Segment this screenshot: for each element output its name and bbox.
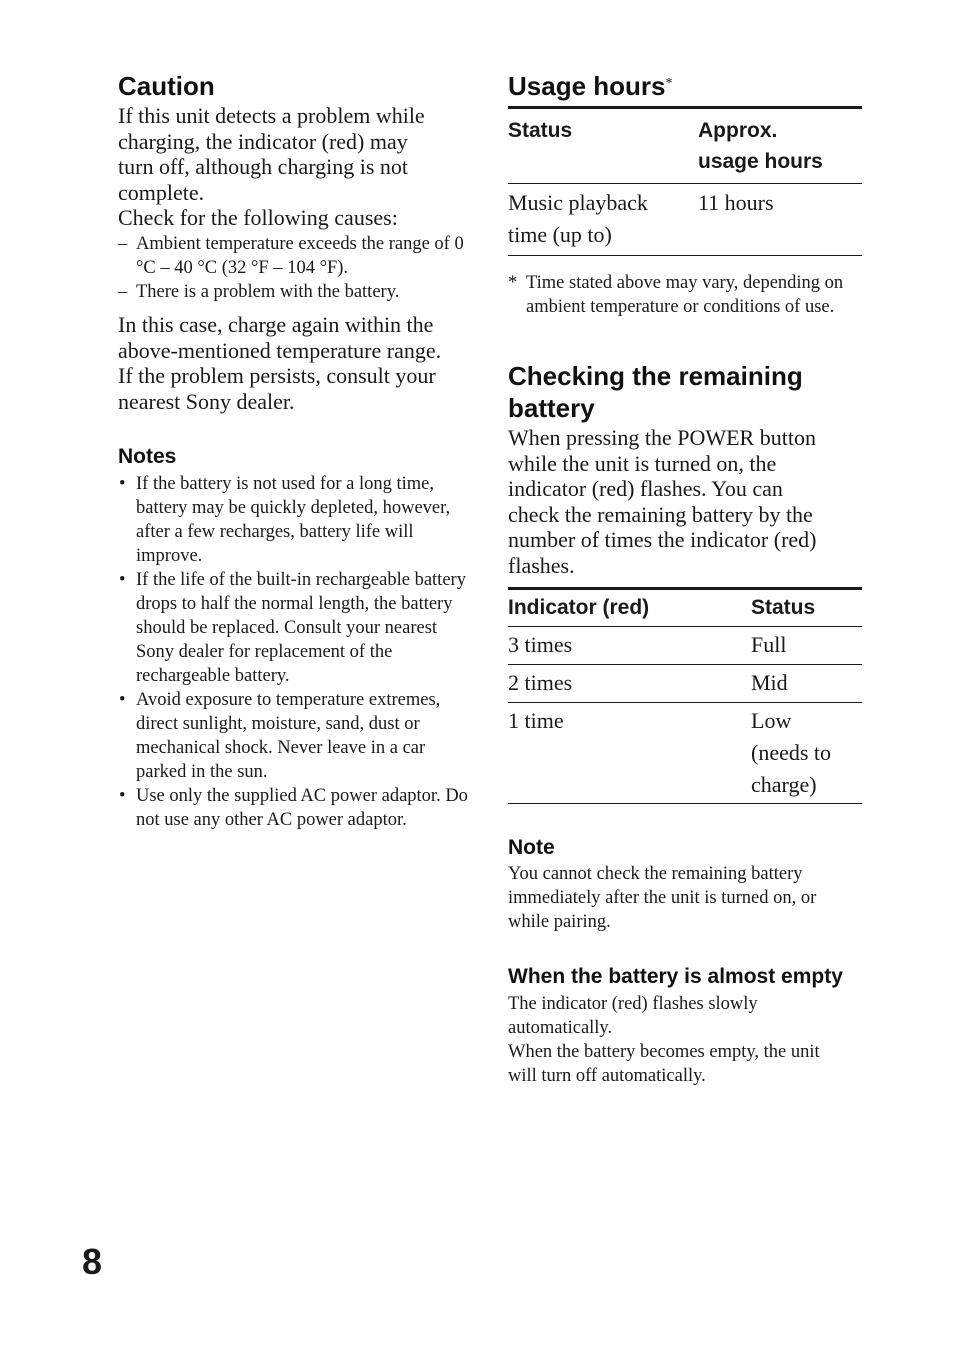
usage-row-hours: 11 hours bbox=[698, 190, 774, 215]
status-cell-line: Low bbox=[751, 708, 792, 733]
indicator-table bbox=[508, 587, 862, 804]
usage-row-status-line1: Music playback bbox=[508, 190, 648, 215]
almost-empty-heading: When the battery is almost empty bbox=[508, 965, 843, 988]
note-item: • Avoid exposure to temperature extremes, direct sunlight, moisture, sand, dust or mechanical shock. Never leave in a car parked in the sun. bbox=[118, 688, 474, 784]
caution-after-line: above-mentioned temperature range. bbox=[118, 337, 442, 363]
status-cell-line: charge) bbox=[751, 772, 817, 797]
table-row bbox=[508, 184, 862, 256]
table-row bbox=[508, 627, 862, 665]
note-item: • If the battery is not used for a long time, battery may be quickly depleted, however, after a few recharges, battery life will improve. bbox=[118, 472, 474, 568]
caution-causes-list bbox=[118, 232, 478, 304]
cause-item: – There is a problem with the battery. bbox=[118, 280, 478, 304]
usage-col-hours-line1: Approx. bbox=[698, 119, 778, 142]
indicator-col-indicator: Indicator (red) bbox=[508, 596, 650, 619]
checking-line: check the remaining battery by the bbox=[508, 501, 813, 527]
usage-row-status bbox=[508, 184, 698, 256]
caution-line: If this unit detects a problem while bbox=[118, 103, 425, 128]
usage-col-hours-line2: usage hours bbox=[698, 150, 823, 173]
checking-heading-line2: battery bbox=[508, 393, 595, 423]
usage-col-status: Status bbox=[508, 119, 573, 142]
status-cell: Full bbox=[751, 632, 787, 657]
caution-heading: Caution bbox=[118, 71, 215, 101]
caution-line: charging, the indicator (red) may bbox=[118, 128, 408, 154]
table-row bbox=[508, 665, 862, 703]
note-line: while pairing. bbox=[508, 912, 611, 932]
usage-hours-table bbox=[508, 106, 862, 256]
usage-hours-asterisk: * bbox=[665, 76, 673, 91]
note-item: • If the life of the built-in rechargeable battery drops to half the normal length, the battery should be replaced. Consult your nearest Sony dealer for replacement of the rechargeable battery. bbox=[118, 568, 474, 688]
usage-table-header-row bbox=[508, 108, 862, 184]
footnote-text: Time stated above may vary, depending on ambient temperature or conditions of use. bbox=[526, 273, 844, 317]
caution-line: complete. bbox=[118, 179, 205, 205]
checking-body bbox=[508, 425, 868, 579]
caution-after-line: In this case, charge again within the bbox=[118, 312, 434, 337]
almost-empty-line: will turn off automatically. bbox=[508, 1066, 706, 1086]
checking-heading bbox=[508, 360, 803, 424]
indicator-cell: 1 time bbox=[508, 708, 564, 733]
page-number: 8 bbox=[82, 1241, 103, 1282]
note-body bbox=[508, 862, 868, 934]
status-cell: Mid bbox=[751, 670, 788, 695]
table-row bbox=[508, 703, 862, 804]
checking-line: When pressing the POWER button bbox=[508, 425, 816, 450]
caution-after-line: nearest Sony dealer. bbox=[118, 388, 295, 414]
note-heading: Note bbox=[508, 836, 555, 859]
notes-heading: Notes bbox=[118, 445, 177, 468]
checking-line: indicator (red) flashes. You can bbox=[508, 476, 783, 502]
note-line: You cannot check the remaining battery bbox=[508, 864, 803, 884]
checking-heading-line1: Checking the remaining bbox=[508, 361, 803, 391]
indicator-table-header-row bbox=[508, 589, 862, 627]
almost-empty-line: automatically. bbox=[508, 1018, 613, 1038]
caution-line: turn off, although charging is not bbox=[118, 154, 409, 180]
cause-item: – Ambient temperature exceeds the range of 0 °C – 40 °C (32 °F – 104 °F). bbox=[118, 232, 478, 280]
caution-after bbox=[118, 312, 478, 414]
status-cell-line: (needs to bbox=[751, 740, 832, 765]
status-cell bbox=[751, 703, 862, 804]
caution-body bbox=[118, 103, 478, 304]
note-line: immediately after the unit is turned on, or bbox=[508, 888, 817, 908]
almost-empty-line: The indicator (red) flashes slowly bbox=[508, 994, 758, 1014]
almost-empty-line: When the battery becomes empty, the unit bbox=[508, 1042, 820, 1062]
indicator-cell: 2 times bbox=[508, 670, 573, 695]
indicator-cell: 3 times bbox=[508, 632, 573, 657]
checking-line: number of times the indicator (red) bbox=[508, 527, 817, 553]
usage-hours-heading-text: Usage hours bbox=[508, 71, 666, 101]
caution-after-line: If the problem persists, consult your bbox=[118, 363, 436, 389]
usage-hours-heading bbox=[508, 70, 673, 102]
usage-row-status-line2: time (up to) bbox=[508, 222, 612, 247]
usage-col-hours bbox=[698, 108, 862, 184]
footnote-mark: * bbox=[508, 273, 518, 293]
checking-line: while the unit is turned on, the bbox=[508, 450, 777, 476]
indicator-col-status: Status bbox=[751, 596, 816, 619]
note-item: • Use only the supplied AC power adaptor. Do not use any other AC power adaptor. bbox=[118, 784, 474, 832]
notes-list bbox=[118, 472, 474, 832]
usage-footnote bbox=[508, 271, 880, 319]
almost-empty-body bbox=[508, 992, 868, 1088]
caution-check-line: Check for the following causes: bbox=[118, 205, 398, 231]
checking-line: flashes. bbox=[508, 552, 575, 578]
